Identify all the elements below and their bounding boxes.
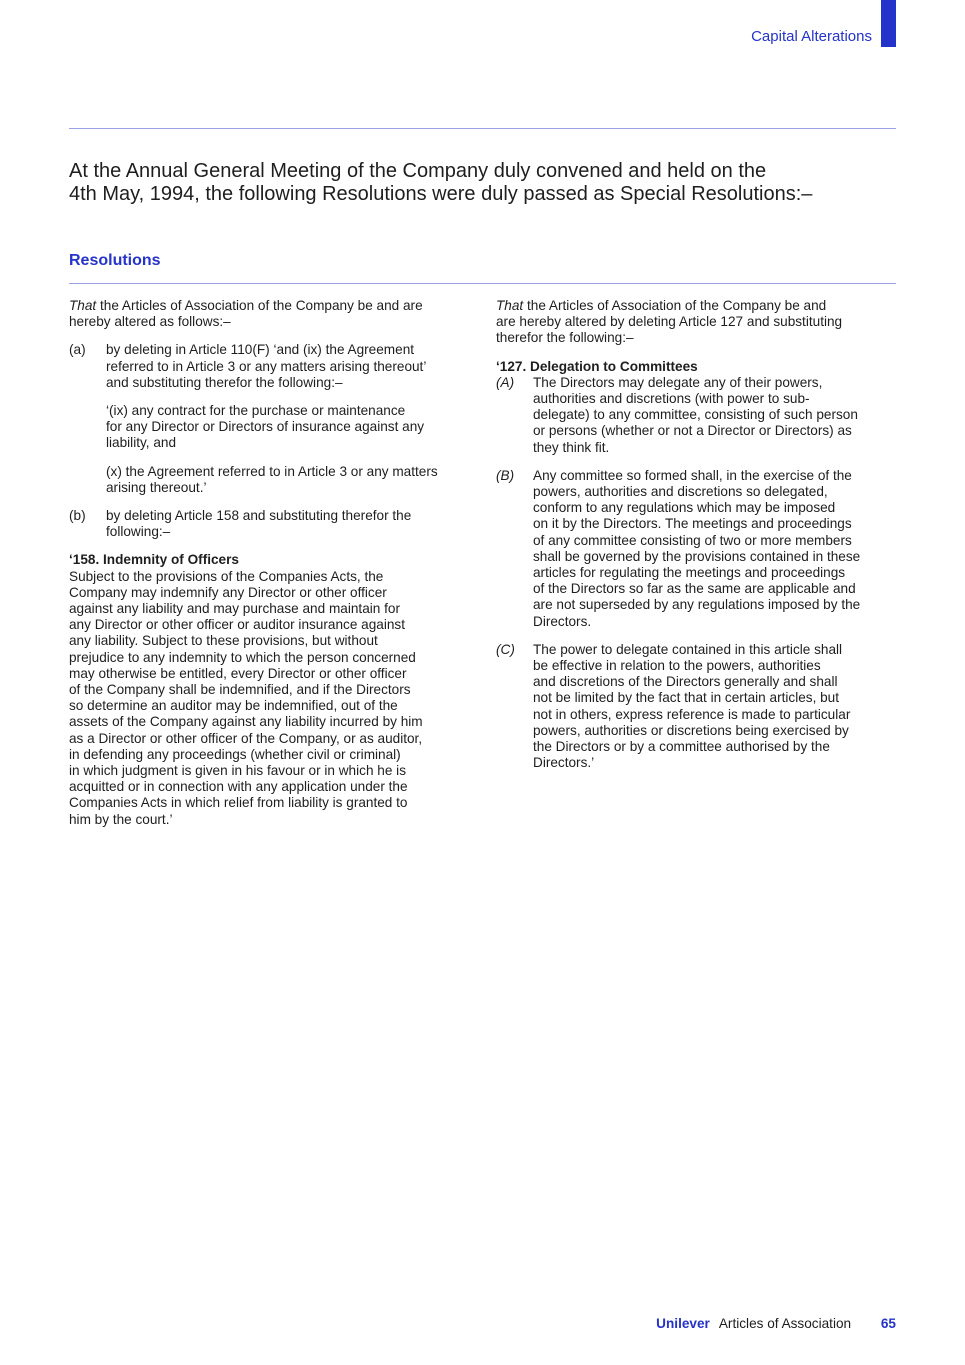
article-127-title: ‘127. Delegation to Committees [496, 358, 698, 374]
item-a-line: and substituting therefor the following:– [106, 374, 343, 390]
section-tab-bar [881, 0, 896, 47]
right-intro-text: therefor the following:– [496, 330, 634, 346]
item-b-marker: (b) [69, 508, 86, 524]
intro-line: At the Annual General Meeting of the Company duly convened and held on the [69, 160, 767, 182]
article-158-title: ‘158. Indemnity of Officers [69, 552, 239, 568]
right-intro-italic: That [496, 298, 524, 313]
item-B-marker: (B) [496, 467, 515, 483]
page-intro [69, 160, 869, 206]
left-intro-text: the Articles of Association of the Company be and are [96, 298, 423, 313]
footer-doc-title: Articles of Association [718, 1316, 852, 1331]
item-a-sub-ix: ‘(ix) any contract for the purchase or maintenance for any Director or Directors of insurance against any liability, and [106, 403, 425, 451]
right-intro [496, 298, 896, 347]
page-number: 65 [880, 1316, 896, 1331]
right-intro-text: are hereby altered by deleting Article 127 and substituting [496, 314, 843, 330]
divider-top [69, 128, 896, 129]
item-a-marker: (a) [69, 342, 86, 358]
item-a-line: by deleting in Article 110(F) ‘and (ix) the Agreement [106, 342, 415, 358]
right-column [496, 298, 896, 771]
divider-resolutions [69, 283, 896, 284]
left-intro-text: hereby altered as follows:– [69, 314, 231, 330]
item-a-sub-x: (x) the Agreement referred to in Article 3 or any matters arising thereout.’ [106, 463, 438, 495]
item-C-marker: (C) [496, 641, 515, 657]
intro-line: 4th May, 1994, the following Resolutions were duly passed as Special Resolutions:– [69, 183, 813, 205]
item-A: (A) The Directors may delegate any of their powers, authorities and discretions (with power to sub- delegate) to any committee, consisting of such person or persons (whether or not a Director or Directors) as they think fit. [496, 374, 858, 455]
right-intro-text: the Articles of Association of the Company be and [523, 298, 827, 313]
item-A-marker: (A) [496, 374, 515, 390]
left-intro [69, 298, 471, 330]
left-intro-italic: That [69, 298, 97, 313]
item-B: (B) Any committee so formed shall, in the exercise of the powers, authorities and discretions so delegated, conform to any regulations which may be imposed on it by the Directors. The meetings and proceedings of any committee consisting of two or more members shall be governed by the provisions contained in these articles for regulating the meetings and proceedings of the Directors so far as the same are applicable and are not superseded by any regulations imposed by the Directors. [496, 467, 861, 629]
item-b-line: following:– [106, 524, 171, 540]
item-b [69, 508, 471, 540]
item-b-line: by deleting Article 158 and substituting therefor the [106, 508, 412, 524]
page-footer [656, 1316, 896, 1331]
item-a-line: referred to in Article 3 or any matters arising thereout’ [106, 358, 427, 374]
item-C: (C) The power to delegate contained in this article shall be effective in relation to the powers, authorities and discretions of the Directors generally and shall not be limited by the fact that in certain articles, but not in others, express reference is made to particular powers, authorities or discretions being exercised by the Directors or by a committee authorised by the Directors.’ [496, 641, 851, 771]
item-a [69, 342, 471, 391]
left-column [69, 298, 471, 828]
section-title: Capital Alterations [751, 28, 872, 45]
article-158-body: Subject to the provisions of the Companies Acts, the Company may indemnify any Director or other officer against any liability and may purchase and maintain for any Director or other officer or auditor insurance against any liability. Subject to these provisions, but without prejudice to any indemnity to which the person concerned may otherwise be entitled, every Director or other officer of the Company shall be indemnified, and if the Directors so determine an auditor may be indemnified, out of the assets of the Company against any liability incurred by him as a Director or other officer of the Company, or as auditor, in defending any proceedings (whether civil or criminal) in which judgment is given in his favour or in which he is acquitted or in connection with any application under the Companies Acts in which relief from liability is granted to him by the court.’ [69, 568, 423, 827]
resolutions-heading: Resolutions [69, 252, 161, 269]
footer-brand: Unilever [656, 1316, 710, 1331]
